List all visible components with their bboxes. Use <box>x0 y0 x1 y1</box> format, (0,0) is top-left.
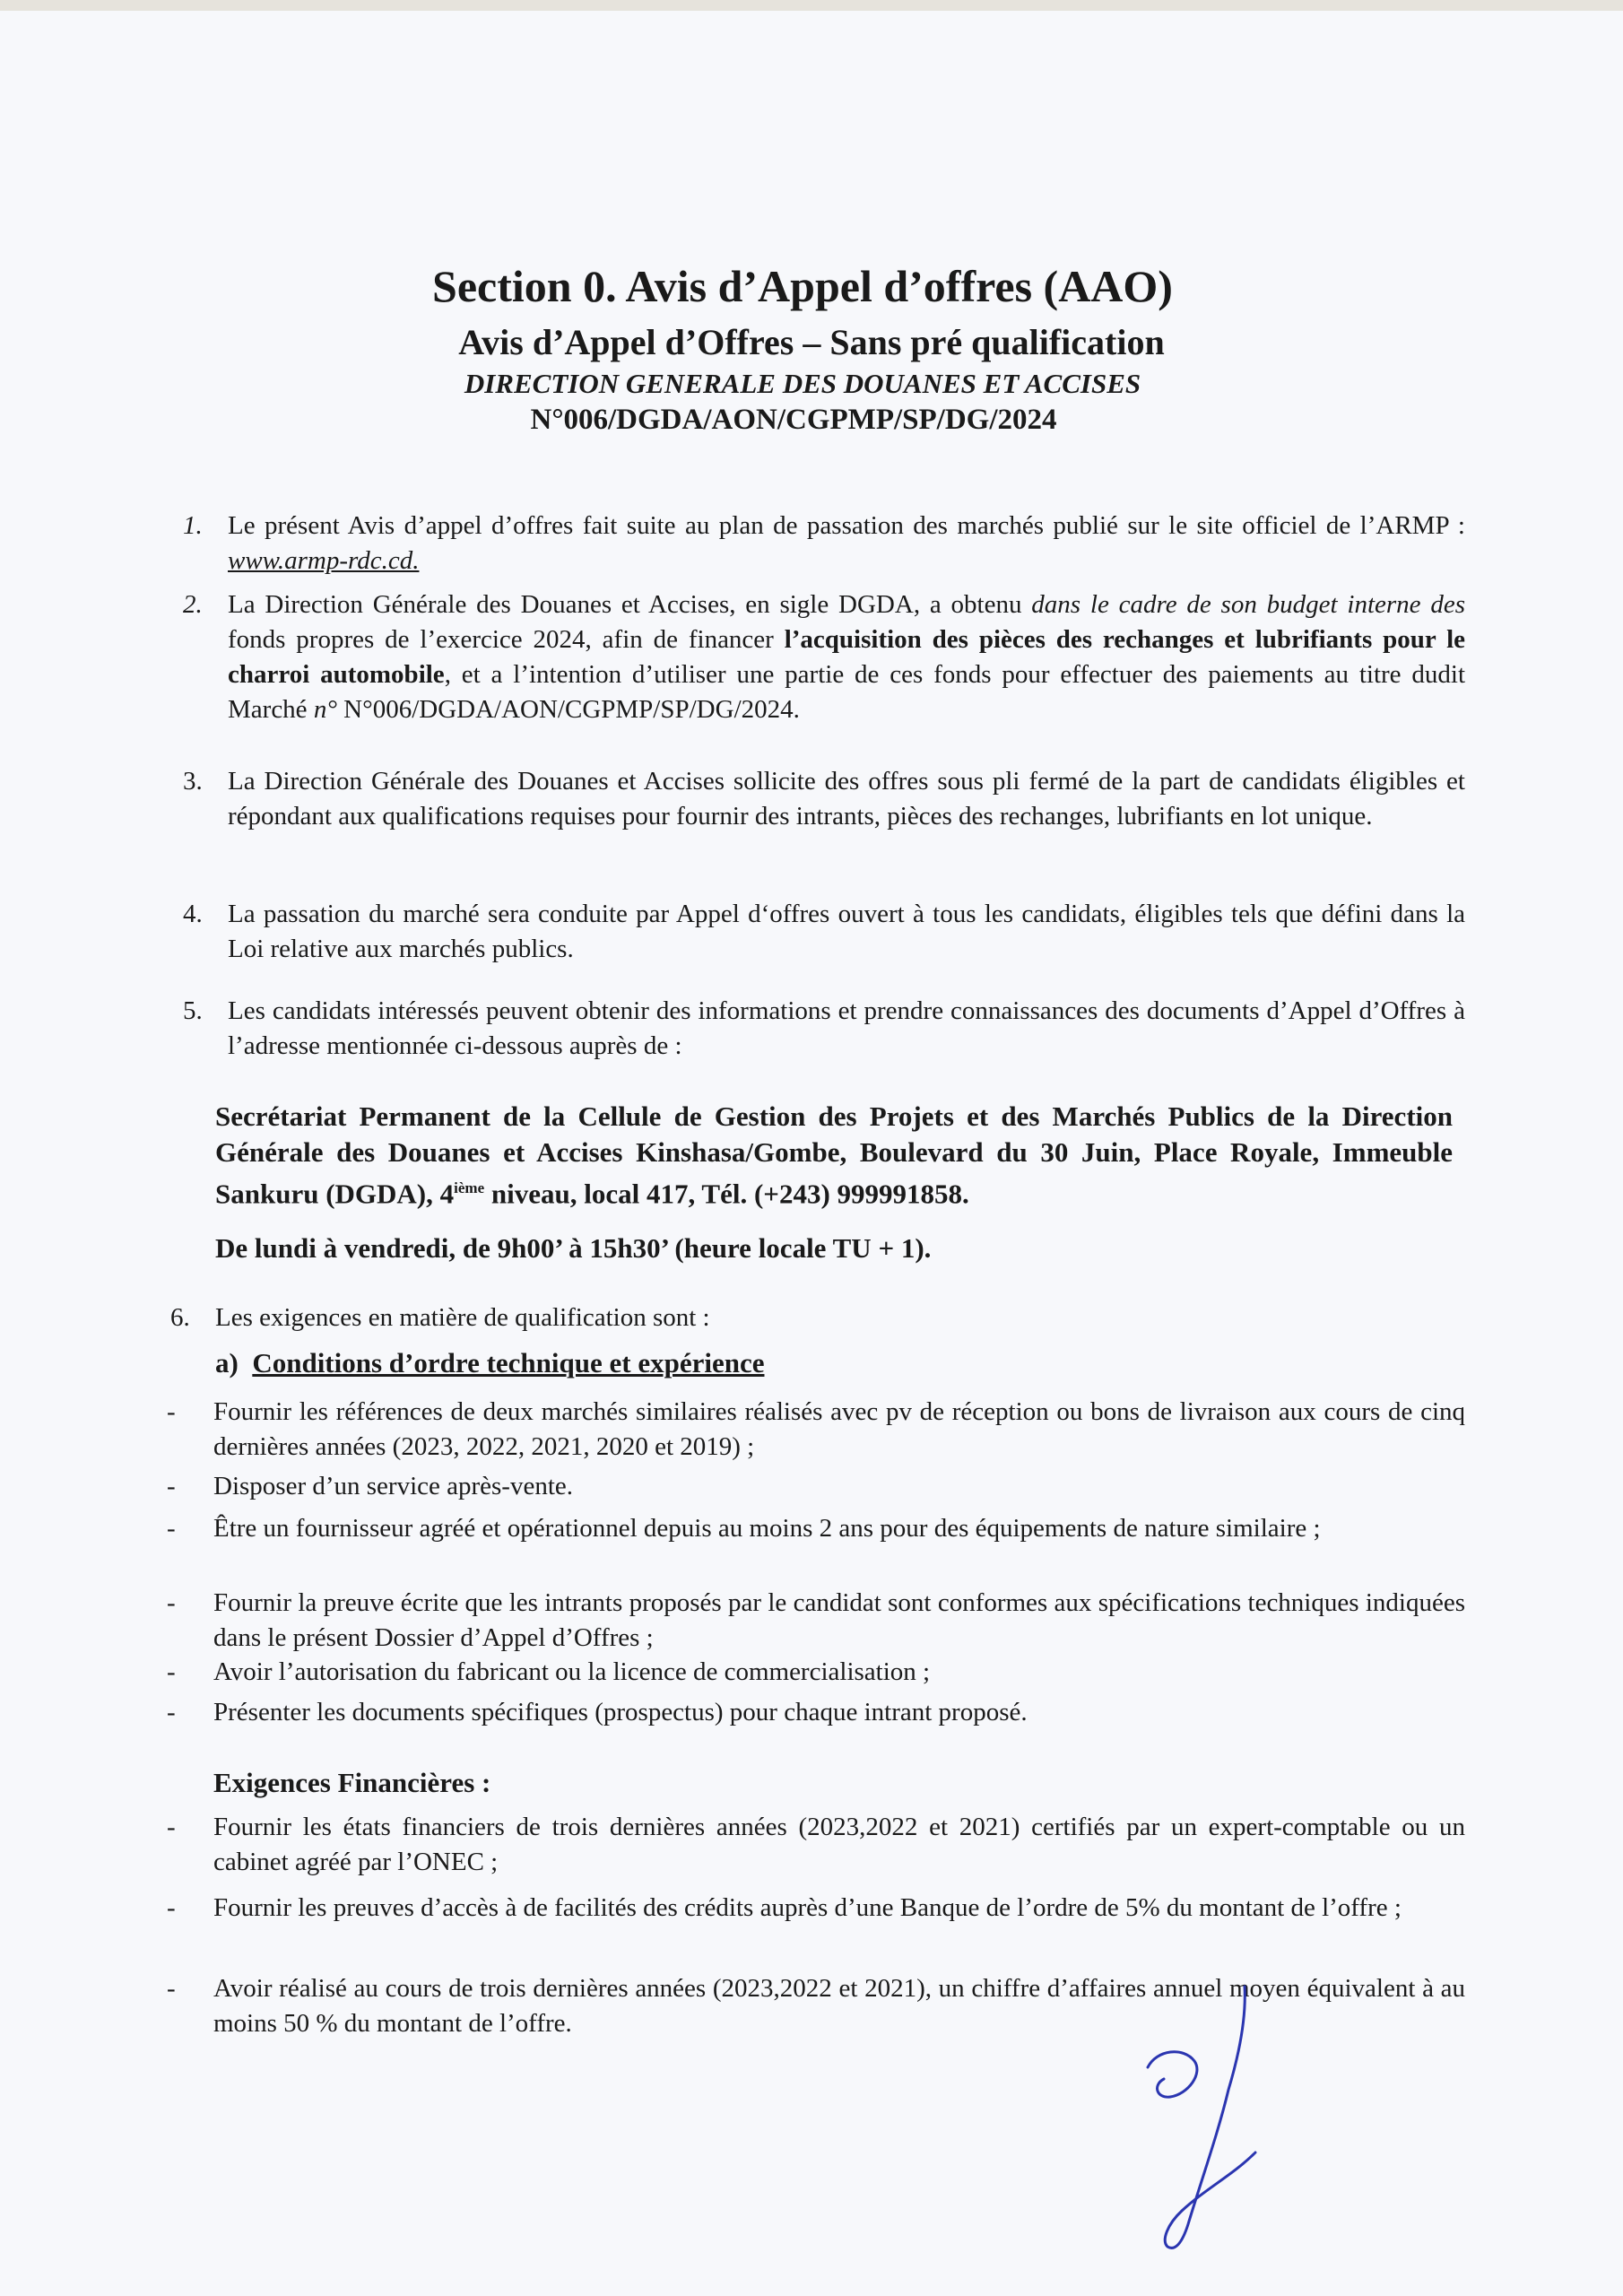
bullet-text: Présenter les documents spécifiques (prospectus) pour chaque intrant proposé. <box>213 1698 1028 1726</box>
technical-bullet: - Disposer d’un service après-vente. <box>167 1472 574 1500</box>
item-text: Les candidats intéressés peuvent obtenir des informations et prendre connaissances des documents d’Appel d’Offres à l’adresse mentionnée ci-dessous auprès de : <box>228 996 1465 1060</box>
item-text: fonds propres de l’exercice 2024, afin de financer <box>228 625 785 654</box>
technical-bullet: - Fournir la preuve écrite que les intrants proposés par le candidat sont conformes aux spécifications techniques indiquées dans le présent Dossier d’Appel d’Offres ; <box>167 1588 1465 1652</box>
item-4 <box>183 897 1465 967</box>
financial-bullet: - Avoir réalisé au cours de trois dernières années (2023,2022 et 2021), un chiffre d’affaires annuel moyen équivalent à au moins 50 % du montant de l’offre. <box>167 1974 1465 2038</box>
item-text-bold: l’acquisition des pièces des rechanges et lubrifiants pour le charroi automobile <box>228 625 1465 689</box>
item-number: 3. <box>183 767 203 796</box>
heading-label: a) <box>215 1347 239 1378</box>
section-title: Section 0. Avis d’Appel d’offres (AAO) <box>432 261 1173 311</box>
technical-bullet: - Avoir l’autorisation du fabricant ou la licence de commercialisation ; <box>167 1657 931 1686</box>
item-number: 2. <box>183 590 203 619</box>
reference-number: N°006/DGDA/AON/CGPMP/SP/DG/2024 <box>530 404 1057 436</box>
subtitle: Avis d’Appel d’Offres – Sans pré qualification <box>458 322 1165 362</box>
item-text-italic: dans le cadre de son budget interne des <box>1031 590 1465 619</box>
bullet-text: Avoir l’autorisation du fabricant ou la licence de commercialisation ; <box>213 1657 931 1686</box>
handwritten-signature <box>1139 1982 1282 2260</box>
item-text-italic: n° <box>313 695 337 724</box>
technical-bullet: - Être un fournisseur agréé et opérationnel depuis au moins 2 ans pour des équipements de nature similaire ; <box>167 1514 1321 1543</box>
bullet-text: Disposer d’un service après-vente. <box>213 1472 574 1500</box>
bullet-text: Avoir réalisé au cours de trois dernières années (2023,2022 et 2021), un chiffre d’affaires annuel moyen équivalent à au moins 50 % du montant de l’offre. <box>213 1974 1465 2038</box>
item-text: Le présent Avis d’appel d’offres fait suite au plan de passation des marchés publié sur le site officiel de l’ARMP : <box>228 511 1465 540</box>
item-5 <box>183 994 1465 1064</box>
address-text: Secrétariat Permanent de la Cellule de Gestion des Projets et des Marchés Publics de la Direction Générale des Douanes et Accises Kinshasa/Gombe, Boulevard du 30 Juin, Place Royale, Immeuble Sankuru (DGDA), 4 <box>215 1100 1453 1210</box>
financial-bullet: - Fournir les preuves d’accès à de facilités des crédits auprès d’une Banque de l’ordre de 5% du montant de l’offre ; <box>167 1893 1402 1922</box>
financial-bullet: - Fournir les états financiers de trois dernières années (2023,2022 et 2021) certifiés par un expert-comptable ou un cabinet agréé par l’ONEC ; <box>167 1813 1465 1876</box>
armp-link[interactable]: www.armp-rdc.cd. <box>228 546 420 575</box>
item-text: La Direction Générale des Douanes et Accises sollicite des offres sous pli fermé de la part de candidats éligibles et répondant aux qualifications requises pour fournir des intrants, pièces des rechanges, lubrifiants en lot unique. <box>228 767 1465 831</box>
financial-heading: Exigences Financières : <box>213 1767 491 1798</box>
item-text: , et a l’intention d’utiliser une partie de ces fonds pour effectuer des paiements au titre dudit Marché <box>228 660 1466 724</box>
item-text: Les exigences en matière de qualification sont : <box>215 1303 710 1332</box>
item-number: 6. <box>170 1303 190 1332</box>
bullet-text: Fournir la preuve écrite que les intrants proposés par le candidat sont conformes aux spécifications techniques indiquées dans le présent Dossier d’Appel d’Offres ; <box>213 1588 1465 1652</box>
address-block <box>215 1099 1453 1212</box>
bullet-text: Fournir les états financiers de trois dernières années (2023,2022 et 2021) certifiés par un expert-comptable ou un cabinet agréé par l’ONEC ; <box>213 1813 1465 1876</box>
item-3 <box>183 764 1465 834</box>
bullet-text: Fournir les preuves d’accès à de facilités des crédits auprès d’une Banque de l’ordre de 5% du montant de l’offre ; <box>213 1893 1402 1922</box>
item-1 <box>183 509 1465 578</box>
office-hours: De lundi à vendredi, de 9h00’ à 15h30’ (heure locale TU + 1). <box>215 1232 932 1264</box>
bullet-text: Fournir les références de deux marchés similaires réalisés avec pv de réception ou bons de livraison aux cours de cinq dernières années (2023, 2022, 2021, 2020 et 2019) ; <box>213 1397 1465 1461</box>
technical-heading <box>215 1345 1453 1380</box>
item-text: La Direction Générale des Douanes et Accises, en sigle DGDA, a obtenu <box>228 590 1032 619</box>
item-2 <box>183 587 1466 727</box>
item-text: N°006/DGDA/AON/CGPMP/SP/DG/2024. <box>336 695 800 724</box>
technical-bullet: - Présenter les documents spécifiques (prospectus) pour chaque intrant proposé. <box>167 1698 1028 1726</box>
item-number: 1. <box>183 511 203 540</box>
scan-edge <box>0 0 1623 11</box>
item-number: 5. <box>183 996 203 1025</box>
superscript: ième <box>454 1179 485 1196</box>
technical-bullet: - Fournir les références de deux marchés similaires réalisés avec pv de réception ou bons de livraison aux cours de cinq dernières années (2023, 2022, 2021, 2020 et 2019) ; <box>167 1397 1465 1461</box>
heading-title: Conditions d’ordre technique et expérience <box>252 1347 765 1378</box>
address-text: niveau, local 417, Tél. (+243) 999991858. <box>484 1178 969 1210</box>
item-number: 4. <box>183 900 203 928</box>
authority: DIRECTION GENERALE DES DOUANES ET ACCISES <box>464 368 1141 399</box>
bullet-text: Être un fournisseur agréé et opérationnel depuis au moins 2 ans pour des équipements de nature similaire ; <box>213 1514 1321 1543</box>
item-text: La passation du marché sera conduite par Appel d‘offres ouvert à tous les candidats, éligibles tels que défini dans la Loi relative aux marchés publics. <box>228 900 1465 963</box>
item-6 <box>170 1300 1453 1335</box>
